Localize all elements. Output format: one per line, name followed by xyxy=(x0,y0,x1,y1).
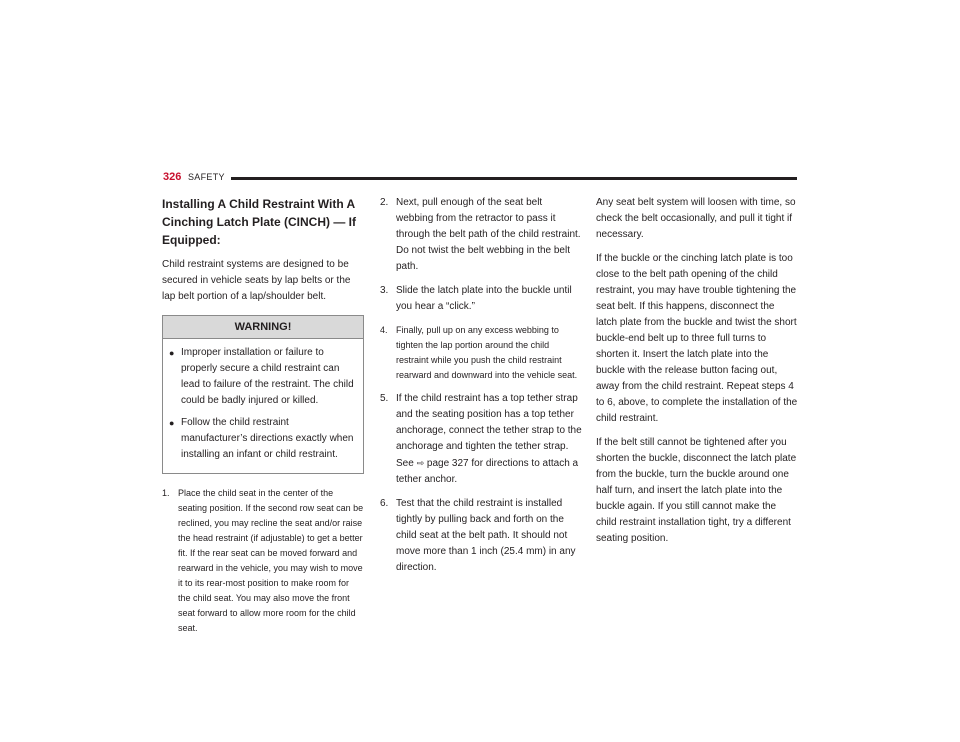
page-reference-arrow-icon[interactable]: ⇨ xyxy=(416,458,425,468)
column-middle xyxy=(380,195,582,584)
warning-box xyxy=(162,315,364,474)
step-number: 6. xyxy=(380,498,389,509)
column-right xyxy=(596,195,798,555)
warning-title: WARNING! xyxy=(163,316,363,339)
step-1 xyxy=(162,486,364,636)
warning-text: Improper installation or failure to properly secure a child restraint can lead to failure of the restraint. The child could be badly injured or killed. xyxy=(181,347,354,406)
step-number: 3. xyxy=(380,285,389,296)
step-number: 2. xyxy=(380,197,389,208)
step-4 xyxy=(380,323,582,383)
step-text: Finally, pull up on any excess webbing to tighten the lap portion around the child restraint while you push the child restraint rearward and downward into the vehicle seat. xyxy=(396,325,578,380)
bullet-icon: ● xyxy=(169,348,175,358)
step-5 xyxy=(380,391,582,488)
step-text: Next, pull enough of the seat belt webbing from the retractor to pass it through the belt path of the child restraint. Do not twist the belt webbing in the belt path. xyxy=(396,197,581,272)
step-text-before: If the child restraint has a top tether strap and the seating position has a top tether anchorage, connect the tether strap to the anchorage and tighten the tether strap. See xyxy=(396,393,582,469)
page-header xyxy=(163,171,797,185)
step-number: 1. xyxy=(162,488,170,498)
step-text xyxy=(396,391,582,488)
step-text-after: page 327 for directions to attach a tether anchor. xyxy=(396,458,579,485)
paragraph: Any seat belt system will loosen with time, so check the belt occasionally, and pull it tight if necessary. xyxy=(596,197,796,240)
page-number: 326 xyxy=(163,171,182,183)
intro-paragraph: Child restraint systems are designed to be secured in vehicle seats by lap belts or the lap belt portion of a lap/shoulder belt. xyxy=(162,259,351,302)
header-rule xyxy=(231,177,797,180)
warning-item xyxy=(169,345,355,409)
step-6 xyxy=(380,496,582,576)
step-3 xyxy=(380,283,582,315)
section-heading: Installing A Child Restraint With A Cinching Latch Plate (CINCH) — If Equipped: xyxy=(162,197,357,247)
step-2 xyxy=(380,195,582,275)
paragraph: If the buckle or the cinching latch plate is too close to the belt path opening of the child restraint, you may have trouble tightening the seat belt. If this happens, disconnect the latch plate from the buckle and twist the short buckle-end belt up to three full turns to shorten it. Insert the latch plate into the buckle with the release button facing out, away from the child restraint. Repeat steps 4 to 6, above, to complete the installation of the child restraint. xyxy=(596,253,798,424)
warning-item xyxy=(169,415,355,463)
step-text: Slide the latch plate into the buckle until you hear a “click.” xyxy=(396,285,572,312)
step-text: Place the child seat in the center of the seating position. If the second row seat can be reclined, you may recline the seat and/or raise the head restraint (if adjustable) to get a better fit. If the rear seat can be moved forward and rearward in the vehicle, you may wish to move it to its rear-most position to make room for the child seat. You may also move the front seat forward to allow more room for the child seat. xyxy=(178,488,364,633)
step-number: 5. xyxy=(380,393,389,404)
step-number: 4. xyxy=(380,325,388,335)
bullet-icon: ● xyxy=(169,418,175,428)
warning-text: Follow the child restraint manufacturer’s directions exactly when installing an infant or child restraint. xyxy=(181,417,354,460)
section-title: SAFETY xyxy=(188,172,225,182)
step-text: Test that the child restraint is installed tightly by pulling back and forth on the child seat at the belt path. It should not move more than 1 inch (25.4 mm) in any direction. xyxy=(396,498,576,573)
paragraph: If the belt still cannot be tightened after you shorten the buckle, disconnect the latch plate from the buckle, turn the buckle around one half turn, and insert the latch plate into the buckle again. If you still cannot make the child restraint installation tight, try a different seating position. xyxy=(596,437,797,544)
column-left xyxy=(162,195,364,644)
